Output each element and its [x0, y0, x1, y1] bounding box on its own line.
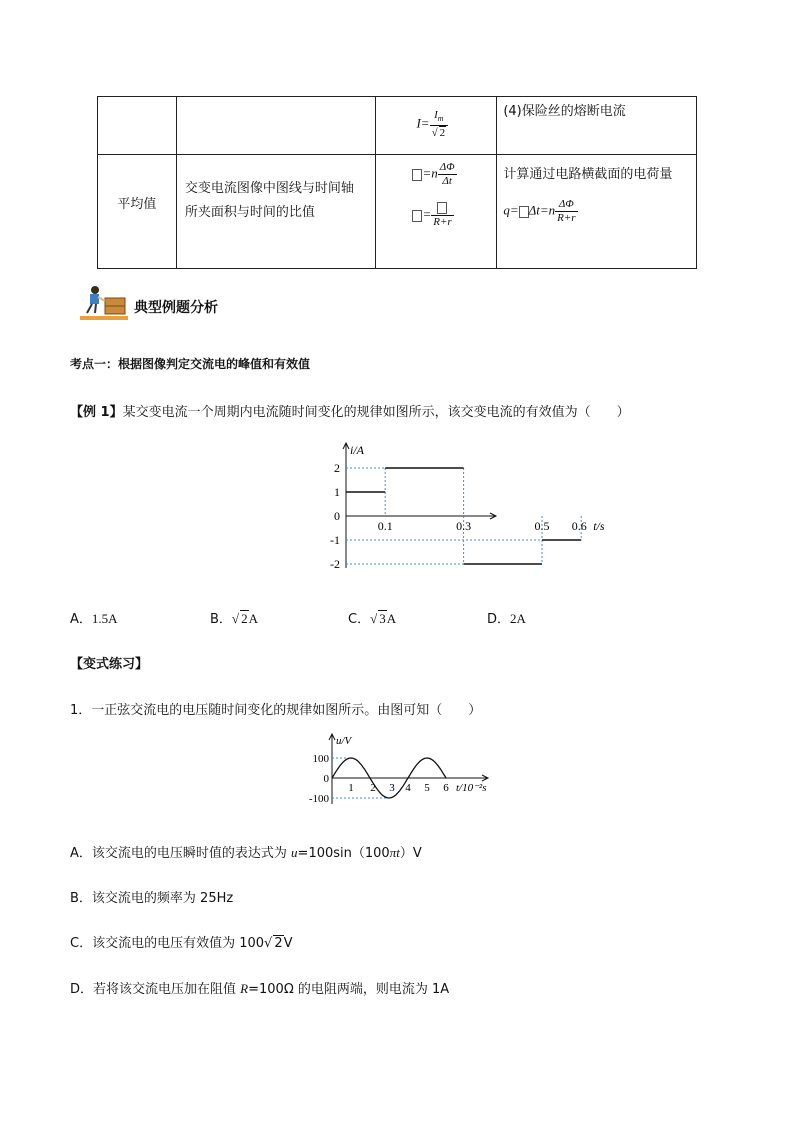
- current-time-chart: [300, 440, 605, 580]
- practice-option-b[interactable]: B．该交流电的频率为 25Hz: [70, 891, 234, 906]
- x-tick-label: 0.6: [571, 519, 587, 533]
- y-axis-label: i/A: [350, 443, 364, 457]
- x-tick-label: 3: [389, 782, 395, 794]
- y-tick-label: 100: [312, 753, 329, 765]
- y-tick-label: -100: [308, 793, 329, 805]
- practice-option-d[interactable]: D．若将该交流电压加在阻值 R=100Ω 的电阻两端，则电流为 1A: [70, 981, 450, 997]
- average-current-formula: = R+r: [412, 202, 496, 229]
- practice-option-a[interactable]: A．该交流电的电压瞬时值的表达式为 u=100sin（100πt）V: [70, 845, 422, 861]
- option-d[interactable]: D．2A: [487, 611, 526, 627]
- table-cell: [176, 97, 376, 155]
- x-axis-label: t/10⁻²s: [456, 782, 487, 794]
- current-bar-symbol: [412, 210, 422, 222]
- x-tick-label: 0.3: [456, 519, 472, 533]
- option-a[interactable]: A．1.5A: [70, 611, 118, 627]
- table-cell: [497, 155, 697, 269]
- option-c[interactable]: C．√ 3A: [348, 611, 397, 627]
- option-b[interactable]: B．√ 2A: [210, 611, 258, 627]
- fuse-application-text: (4)保险丝的熔断电流: [503, 104, 626, 119]
- table-cell: [98, 97, 177, 155]
- y-tick-label: -2: [330, 557, 340, 571]
- table-cell: [98, 155, 177, 269]
- y-tick-label: 1: [334, 485, 340, 499]
- topic-heading: 考点一：根据图像判定交流电的峰值和有效值: [70, 357, 311, 371]
- emf-bar-symbol: [412, 169, 422, 181]
- practice-heading: 【变式练习】: [70, 657, 149, 672]
- current-bar-symbol: [519, 206, 529, 218]
- y-tick-label: 0: [334, 509, 340, 523]
- x-tick-label: 5: [424, 782, 430, 794]
- x-tick-label: 6: [443, 782, 449, 794]
- properties-table: [97, 96, 697, 269]
- y-tick-label: 2: [334, 461, 340, 475]
- table-cell: [497, 97, 697, 155]
- table-row: [98, 155, 697, 269]
- table-cell: [176, 155, 376, 269]
- x-axis-label: t/s: [593, 519, 605, 533]
- x-tick-label: 1: [348, 782, 354, 794]
- average-definition: 交变电流图像中图线与时间轴 所夹面积与时间的比值: [184, 181, 354, 220]
- example1-question: 【例 1】某交变电流一个周期内电流随时间变化的规律如图所示，该交变电流的有效值为（ ）: [70, 405, 630, 420]
- effective-current-formula: I= $\frac{I_m}{√ 2}$: [416, 109, 496, 140]
- y-tick-label: 0: [323, 773, 329, 785]
- charge-application-text: 计算通过电路横截面的电荷量: [503, 167, 673, 182]
- x-tick-label: 4: [405, 782, 411, 794]
- table-row: [98, 97, 697, 155]
- y-tick-label: -1: [330, 533, 340, 547]
- practice-option-c[interactable]: C．该交流电的电压有效值为 100√ 2V: [70, 936, 293, 951]
- section-heading: 典型例题分析: [134, 300, 218, 316]
- table-cell: [376, 155, 497, 269]
- average-value-label: 平均值: [117, 197, 157, 212]
- x-tick-label: 0.5: [534, 519, 550, 533]
- emf-bar-symbol: [437, 202, 447, 214]
- boy-pushing-box-icon: [78, 284, 130, 322]
- charge-formula: q= Δt=n $\frac{\Delta\Phi}{R+r}$: [503, 198, 576, 224]
- x-tick-label: 2: [370, 782, 376, 794]
- y-axis-label: u/V: [336, 735, 352, 747]
- x-tick-label: 0.1: [377, 519, 393, 533]
- table-cell: [376, 97, 497, 155]
- average-emf-formula: =n $\frac{\Delta\Phi}{\Delta t}$: [412, 161, 496, 188]
- voltage-time-chart: [300, 730, 510, 810]
- practice1-question: 1．一正弦交流电的电压随时间变化的规律如图所示。由图可知（ ）: [70, 703, 482, 718]
